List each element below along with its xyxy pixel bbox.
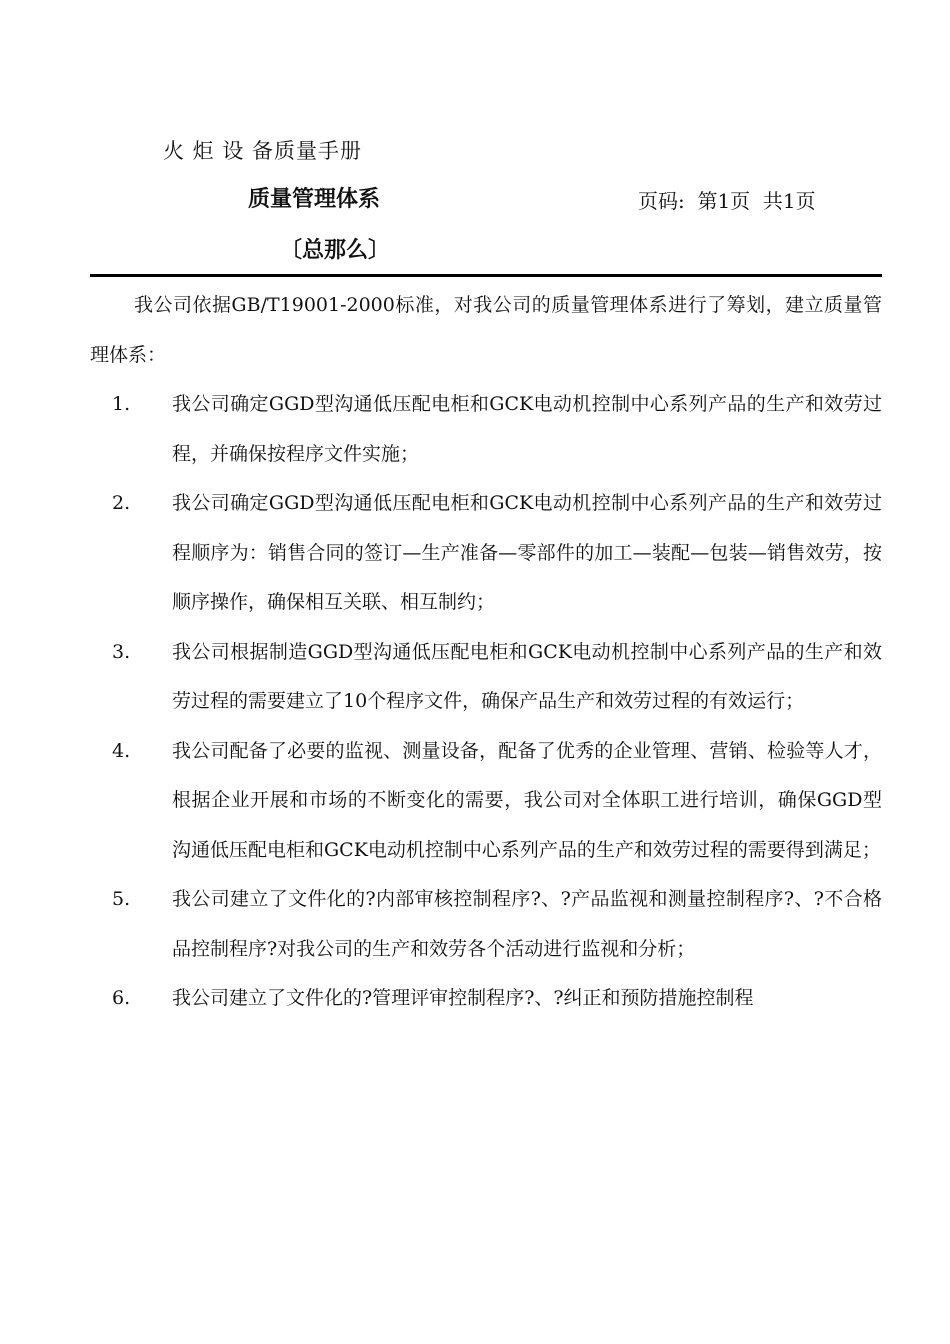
list-item-text: 我公司根据制造GGD型沟通低压配电柜和GCK电动机控制中心系列产品的生产和效劳过程的需要建立了10个程序文件，确保产品生产和效劳过程的有效运行； [172, 640, 882, 712]
manual-title: 火 炬 设 备质量手册 [163, 139, 363, 163]
list-item [90, 628, 882, 727]
intro-paragraph: 我公司依据GB/T19001-2000标准，对我公司的质量管理体系进行了筹划，建立质量管理体系： [90, 294, 882, 366]
list-item-number: 4. [112, 739, 131, 762]
numbered-list [90, 380, 882, 1024]
section-title: 质量管理体系 [248, 187, 381, 212]
list-item-number: 3. [112, 640, 131, 663]
list-item-number: 5. [112, 888, 131, 910]
list-item [90, 727, 882, 876]
list-item-text: 我公司确定GGD型沟通低压配电柜和GCK电动机控制中心系列产品的生产和效劳过程顺序为：销售合同的签订—生产准备—零部件的加工—装配—包装—销售效劳，按顺序操作，确保相互关联、相互制约； [172, 492, 882, 613]
list-item [90, 875, 882, 974]
list-item-text: 我公司配备了必要的监视、测量设备，配备了优秀的企业管理、营销、检验等人才，根据企业开展和市场的不断变化的需要，我公司对全体职工进行培训，确保GGD型沟通低压配电柜和GCK电动机控制中心系列产品的生产和效劳过程的需要得到满足； [172, 739, 882, 861]
list-item [90, 380, 882, 479]
list-item-number: 6. [112, 987, 131, 1009]
list-item-text: 我公司建立了文件化的?管理评审控制程序?、?纠正和预防措施控制程 [172, 987, 754, 1009]
document-body [90, 281, 882, 1024]
header-divider [90, 274, 882, 277]
list-item-number: 1. [112, 393, 131, 415]
list-item-number: 2. [112, 492, 131, 514]
subtitle: 〔总那么〕 [280, 238, 391, 263]
list-item [90, 974, 882, 1024]
list-item-text: 我公司建立了文件化的?内部审核控制程序?、?产品监视和测量控制程序?、?不合格品控制程序?对我公司的生产和效劳各个活动进行监视和分析； [172, 888, 882, 960]
page-number: 页码: 第1页 共1页 [638, 189, 816, 213]
list-item-text: 我公司确定GGD型沟通低压配电柜和GCK电动机控制中心系列产品的生产和效劳过程，并确保按程序文件实施； [172, 393, 882, 465]
list-item [90, 479, 882, 628]
